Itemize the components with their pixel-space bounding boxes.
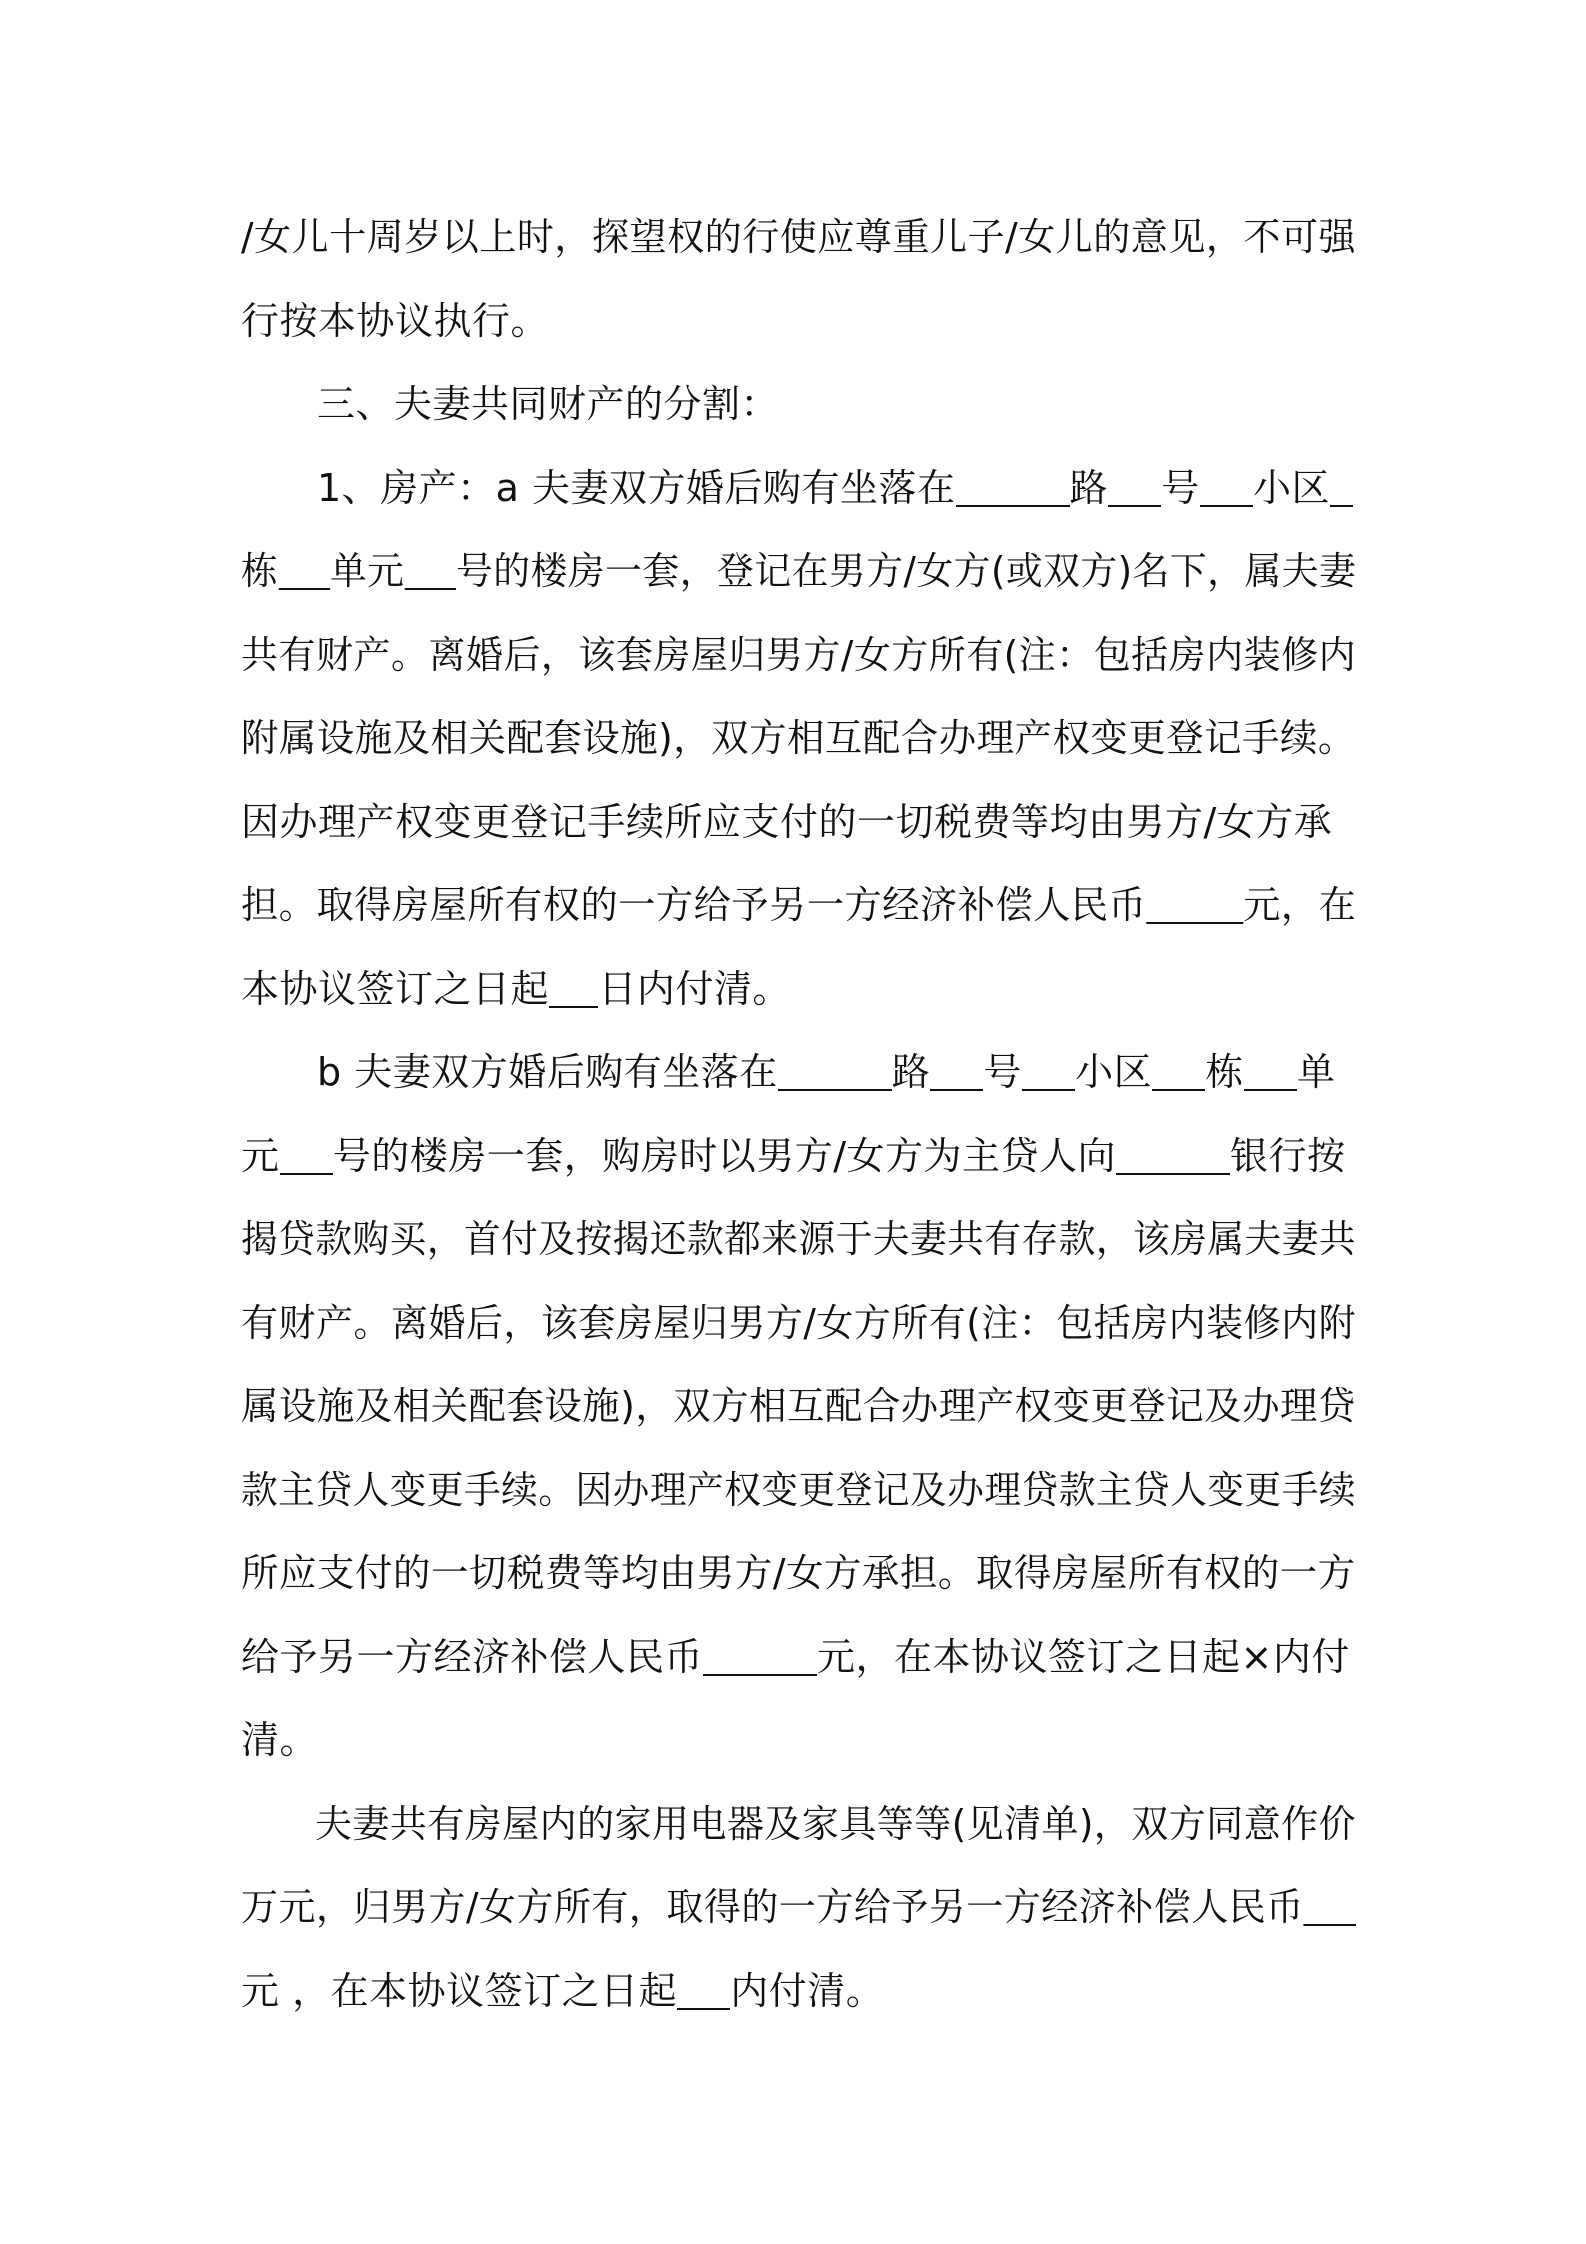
fill-in-blank [1108, 467, 1161, 507]
fill-in-blank [280, 1135, 333, 1175]
house-clause-b-paragraph [241, 1031, 1356, 1783]
text-run: 元，在本协议签订之日起×内付 [817, 1634, 1350, 1679]
text-line [241, 1950, 1356, 2034]
text-line [241, 1115, 1356, 1199]
visitation-right-paragraph [241, 196, 1356, 363]
text-run: 属设施及相关配套设施)，双方相互配合办理产权变更登记及办理贷 [241, 1384, 1356, 1428]
fill-in-blank [1304, 1886, 1356, 1926]
fill-in-blank [404, 550, 456, 590]
text-line [241, 781, 1356, 865]
text-line [241, 1449, 1357, 1533]
text-run: 小区 [1252, 465, 1330, 510]
fill-in-blank [1116, 1135, 1230, 1175]
fill-in-blank [956, 467, 1070, 507]
fill-in-blank [1244, 1051, 1297, 1091]
text-run: 所应支付的一切税费等均由男方/女方承担。取得房屋所有权的一方 [241, 1551, 1356, 1595]
text-line [241, 614, 1357, 698]
text-run: /女儿十周岁以上时，探望权的行使应尊重儿子/女儿的意见，不可强 [241, 215, 1357, 259]
text-run: 1、房产：a 夫妻双方婚后购有坐落在 [317, 465, 956, 510]
fill-in-blank [549, 968, 598, 1008]
text-run: 担。取得房屋所有权的一方给予另一方经济补偿人民币 [241, 883, 1147, 927]
text-run: 日内付清。 [598, 966, 791, 1011]
text-run: 栋 [241, 549, 279, 593]
text-run: 揭贷款购买，首付及按揭还款都来源于夫妻共有存款，该房属夫妻共 [241, 1217, 1357, 1261]
text-run: 共有财产。离婚后，该套房屋归男方/女方所有(注：包括房内装修内 [241, 632, 1357, 677]
text-run: 款主贷人变更手续。因办理产权变更登记及办理贷款主贷人变更手续 [241, 1467, 1357, 1512]
text-line [241, 948, 1356, 1032]
text-line [241, 280, 1356, 364]
text-run: 三、夫妻共同财产的分割： [317, 382, 780, 426]
fill-in-blank [278, 550, 330, 590]
text-line [241, 864, 1357, 948]
text-line [241, 1031, 1356, 1115]
fill-in-blank [1022, 1051, 1075, 1091]
fill-in-blank [1152, 1051, 1205, 1091]
text-line [241, 447, 1356, 531]
fill-in-blank [677, 1970, 730, 2010]
text-run: 号 [1161, 465, 1200, 510]
fill-in-blank [1146, 884, 1243, 924]
text-line [241, 196, 1357, 280]
text-run: 单 [1297, 1050, 1336, 1094]
text-run: 清。 [241, 1718, 319, 1762]
text-run: 路 [891, 1050, 931, 1094]
fill-in-blank [703, 1636, 817, 1676]
text-run: 单元 [329, 549, 405, 593]
text-line [241, 1532, 1356, 1616]
text-run: 元 ，在本协议签订之日起 [241, 1968, 678, 2013]
text-run: 内付清。 [730, 1968, 885, 2013]
text-run: b 夫妻双方婚后购有坐落在 [317, 1050, 778, 1094]
appliances-clause-paragraph [241, 1783, 1356, 2034]
text-line [241, 1866, 1327, 1950]
text-line [241, 1282, 1357, 1366]
text-line [241, 1616, 1356, 1700]
text-line [241, 1699, 1356, 1783]
text-run: 元 [241, 1133, 280, 1178]
text-line [241, 1365, 1356, 1449]
text-line [241, 1783, 1357, 1867]
fill-in-blank [1330, 467, 1353, 507]
text-line [241, 363, 1356, 447]
text-run: 路 [1069, 465, 1109, 510]
house-clause-a-paragraph [241, 447, 1356, 1032]
text-run: 夫妻共有房屋内的家用电器及家具等等(见清单)，双方同意作价 [314, 1801, 1357, 1846]
text-run: 给予另一方经济补偿人民币 [241, 1634, 704, 1679]
text-line [241, 697, 1356, 781]
agreement-body-text [241, 196, 1356, 2033]
text-run: 附属设施及相关配套设施)，双方相互配合办理产权变更登记手续。 [241, 716, 1356, 760]
text-line [241, 530, 1357, 614]
fill-in-blank [930, 1051, 983, 1091]
text-run: 本协议签订之日起 [241, 966, 550, 1011]
fill-in-blank [1200, 467, 1253, 507]
text-run: 万元，归男方/女方所有，取得的一方给予另一方经济补偿人民币 [241, 1885, 1304, 1929]
text-run: 小区 [1075, 1050, 1153, 1094]
text-run: 行按本协议执行。 [241, 298, 550, 343]
text-line [241, 1198, 1357, 1282]
text-run: 元，在 [1243, 883, 1357, 927]
fill-in-blank [778, 1051, 892, 1091]
text-run: 银行按 [1230, 1133, 1346, 1178]
text-run: 号的楼房一套，登记在男方/女方(或双方)名下，属夫妻 [455, 549, 1357, 593]
text-run: 因办理产权变更登记手续所应支付的一切税费等均由男方/女方承 [241, 799, 1333, 844]
text-run: 有财产。离婚后，该套房屋归男方/女方所有(注：包括房内装修内附 [241, 1300, 1357, 1345]
text-run: 栋 [1205, 1050, 1244, 1094]
text-run: 号 [983, 1050, 1022, 1094]
text-run: 号的楼房一套，购房时以男方/女方为主贷人向 [332, 1133, 1117, 1178]
section-three-heading [241, 363, 1356, 447]
